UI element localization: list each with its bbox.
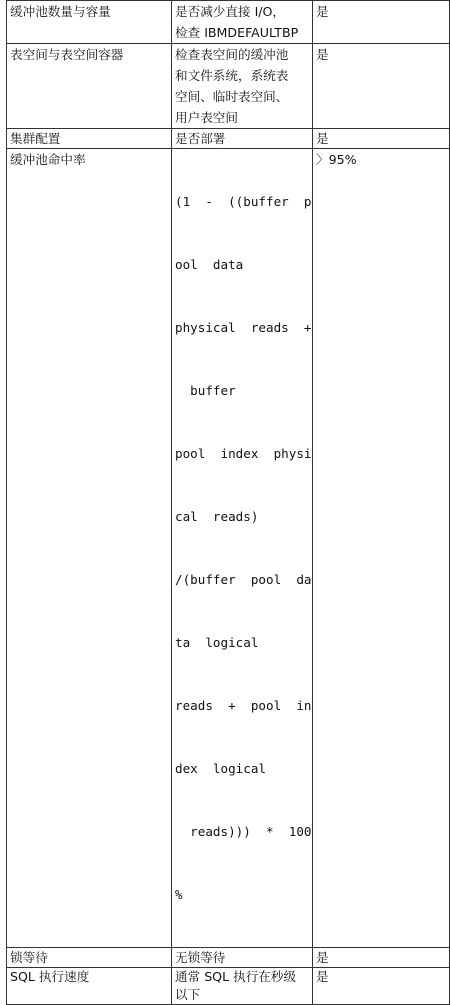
check-line: 检查表空间的缓冲池 [175,47,289,62]
check-cell [172,948,313,968]
formula-line: /(buffer pool da [175,572,312,587]
table-row [7,129,450,149]
metric-label: 缓冲池数量与容量 [10,4,111,19]
formula-line: cal reads) [175,509,259,524]
table-row [7,149,450,948]
check-cell [172,129,313,149]
check-line: 和文件系统，系统表 [175,68,289,83]
check-line: 无锁等待 [175,950,226,965]
check-line: 检查 IBMDEFAULTBP [175,25,299,40]
metric-cell [7,948,172,968]
expected-value: 是 [316,131,329,146]
table-row [7,1,450,44]
formula-line: (1 - ((buffer p [175,194,312,209]
formula-line: % [175,887,183,902]
expected-value: 〉95% [316,152,357,167]
metric-label: 集群配置 [10,131,61,146]
metric-cell [7,1,172,44]
formula-line: dex logical [175,761,266,776]
expected-cell [313,948,450,968]
metric-cell [7,129,172,149]
check-line: 空间、临时表空间、 [175,89,289,104]
expected-value: 是 [316,969,329,984]
formula-line: pool index physi [175,446,312,461]
check-cell [172,149,313,948]
metric-label: 缓冲池命中率 [10,152,86,167]
expected-cell [313,44,450,129]
check-line: 通常 SQL 执行在秒级 [175,969,297,984]
table-row [7,44,450,129]
metric-cell [7,149,172,948]
metric-cell [7,44,172,129]
expected-value: 是 [316,4,329,19]
expected-value: 是 [316,950,329,965]
check-cell [172,1,313,44]
formula-line: ool data [175,257,244,272]
formula-line: physical reads + [175,320,312,335]
expected-cell [313,968,450,1005]
expected-cell [313,1,450,44]
check-line: 是否部署 [175,131,226,146]
check-cell [172,968,313,1005]
check-line: 是否减少直接 I/O， [175,4,286,19]
expected-cell [313,129,450,149]
metric-cell [7,968,172,1005]
metric-label: SQL 执行速度 [10,969,90,984]
expected-cell [313,149,450,948]
check-line: 以下 [175,987,201,1002]
table-row [7,948,450,968]
metric-label: 锁等待 [10,950,48,965]
formula-line: ta logical [175,635,259,650]
expected-value: 是 [316,47,329,62]
check-cell [172,44,313,129]
formula-line: buffer [175,383,236,398]
formula-line: reads))) * 100 [175,824,312,839]
formula-line: reads + pool in [175,698,312,713]
metric-label: 表空间与表空间容器 [10,47,124,62]
table-row [7,968,450,1005]
check-line: 用户表空间 [175,110,238,125]
document-table [6,0,450,1005]
